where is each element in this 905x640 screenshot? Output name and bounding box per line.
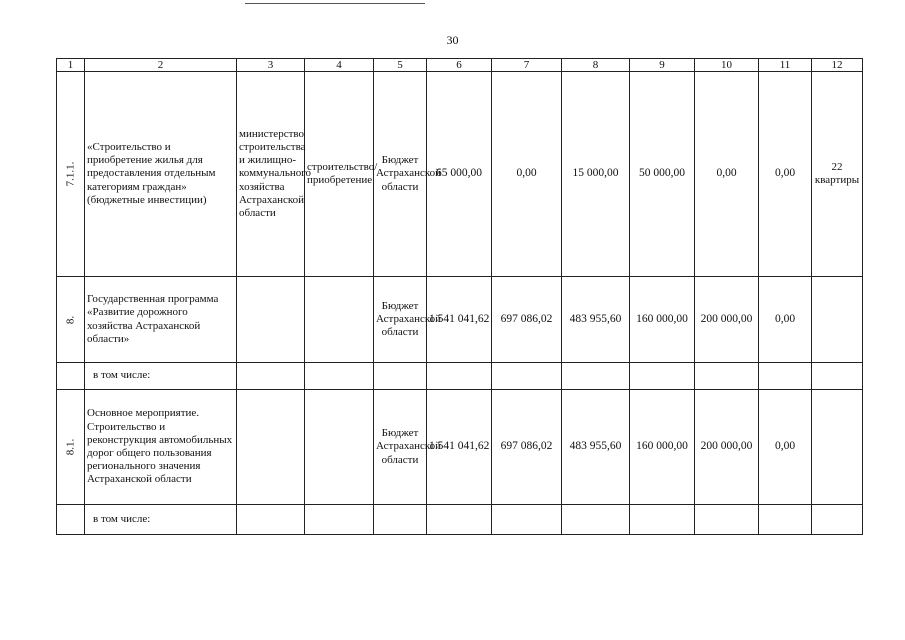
value-cell: 1 541 041,62 xyxy=(427,390,492,505)
value-cell: 50 000,00 xyxy=(630,72,695,277)
column-header: 11 xyxy=(759,59,812,72)
row-number-cell xyxy=(57,72,85,277)
value-cell: 0,00 xyxy=(695,72,759,277)
type-cell xyxy=(305,390,374,505)
row-number: 8. xyxy=(63,315,76,324)
value-cell: 1 541 041,62 xyxy=(427,277,492,363)
subtotal-row xyxy=(57,363,863,390)
subtitle-label: в том числе: xyxy=(85,363,237,390)
measure-name: Основное мероприятие. Строительство и реконструкция автомобильных дорог общего пользования регионального значения Астраханской области xyxy=(85,390,237,505)
value-cell: 697 086,02 xyxy=(492,277,562,363)
row-number-cell xyxy=(57,390,85,505)
table-row xyxy=(57,390,863,505)
column-header: 7 xyxy=(492,59,562,72)
column-header: 4 xyxy=(305,59,374,72)
value-cell: 160 000,00 xyxy=(630,277,695,363)
result-cell xyxy=(812,277,863,363)
value-cell: 160 000,00 xyxy=(630,390,695,505)
subtitle-label: в том числе: xyxy=(85,505,237,535)
column-header: 8 xyxy=(562,59,630,72)
table-row xyxy=(57,277,863,363)
column-header: 10 xyxy=(695,59,759,72)
result-cell: 22 квартиры xyxy=(812,72,863,277)
source-cell: Бюджет Астраханской области xyxy=(374,390,427,505)
measure-name: Государственная программа «Развитие дорожного хозяйства Астраханской области» xyxy=(85,277,237,363)
measure-name: «Строительство и приобретение жилья для предоставления отдельным категориям граждан» (бюджетные инвестиции) xyxy=(85,72,237,277)
subtotal-row xyxy=(57,505,863,535)
column-header: 2 xyxy=(85,59,237,72)
program-table xyxy=(56,58,863,535)
header-rule xyxy=(245,3,425,4)
executor-cell xyxy=(237,390,305,505)
value-cell: 483 955,60 xyxy=(562,390,630,505)
source-cell: Бюджет Астраханской области xyxy=(374,277,427,363)
value-cell: 0,00 xyxy=(759,277,812,363)
value-cell: 483 955,60 xyxy=(562,277,630,363)
column-header: 12 xyxy=(812,59,863,72)
source-cell: Бюджет Астраханской области xyxy=(374,72,427,277)
column-header: 9 xyxy=(630,59,695,72)
value-cell: 200 000,00 xyxy=(695,277,759,363)
column-header: 3 xyxy=(237,59,305,72)
page-number: 30 xyxy=(446,33,459,47)
executor-cell xyxy=(237,277,305,363)
row-number: 8.1. xyxy=(63,438,76,456)
column-header: 1 xyxy=(57,59,85,72)
value-cell: 65 000,00 xyxy=(427,72,492,277)
value-cell: 0,00 xyxy=(759,72,812,277)
executor-cell: министерство строительства и жилищно-коммунального хозяйства Астраханской области xyxy=(237,72,305,277)
column-header: 5 xyxy=(374,59,427,72)
value-cell: 200 000,00 xyxy=(695,390,759,505)
row-number: 7.1.1. xyxy=(63,161,76,187)
column-header: 6 xyxy=(427,59,492,72)
table-row xyxy=(57,72,863,277)
value-cell: 697 086,02 xyxy=(492,390,562,505)
result-cell xyxy=(812,390,863,505)
value-cell: 0,00 xyxy=(759,390,812,505)
column-number-row xyxy=(57,59,863,72)
type-cell xyxy=(305,277,374,363)
type-cell: строительство/ приобретение xyxy=(305,72,374,277)
value-cell: 15 000,00 xyxy=(562,72,630,277)
row-number-cell xyxy=(57,277,85,363)
value-cell: 0,00 xyxy=(492,72,562,277)
